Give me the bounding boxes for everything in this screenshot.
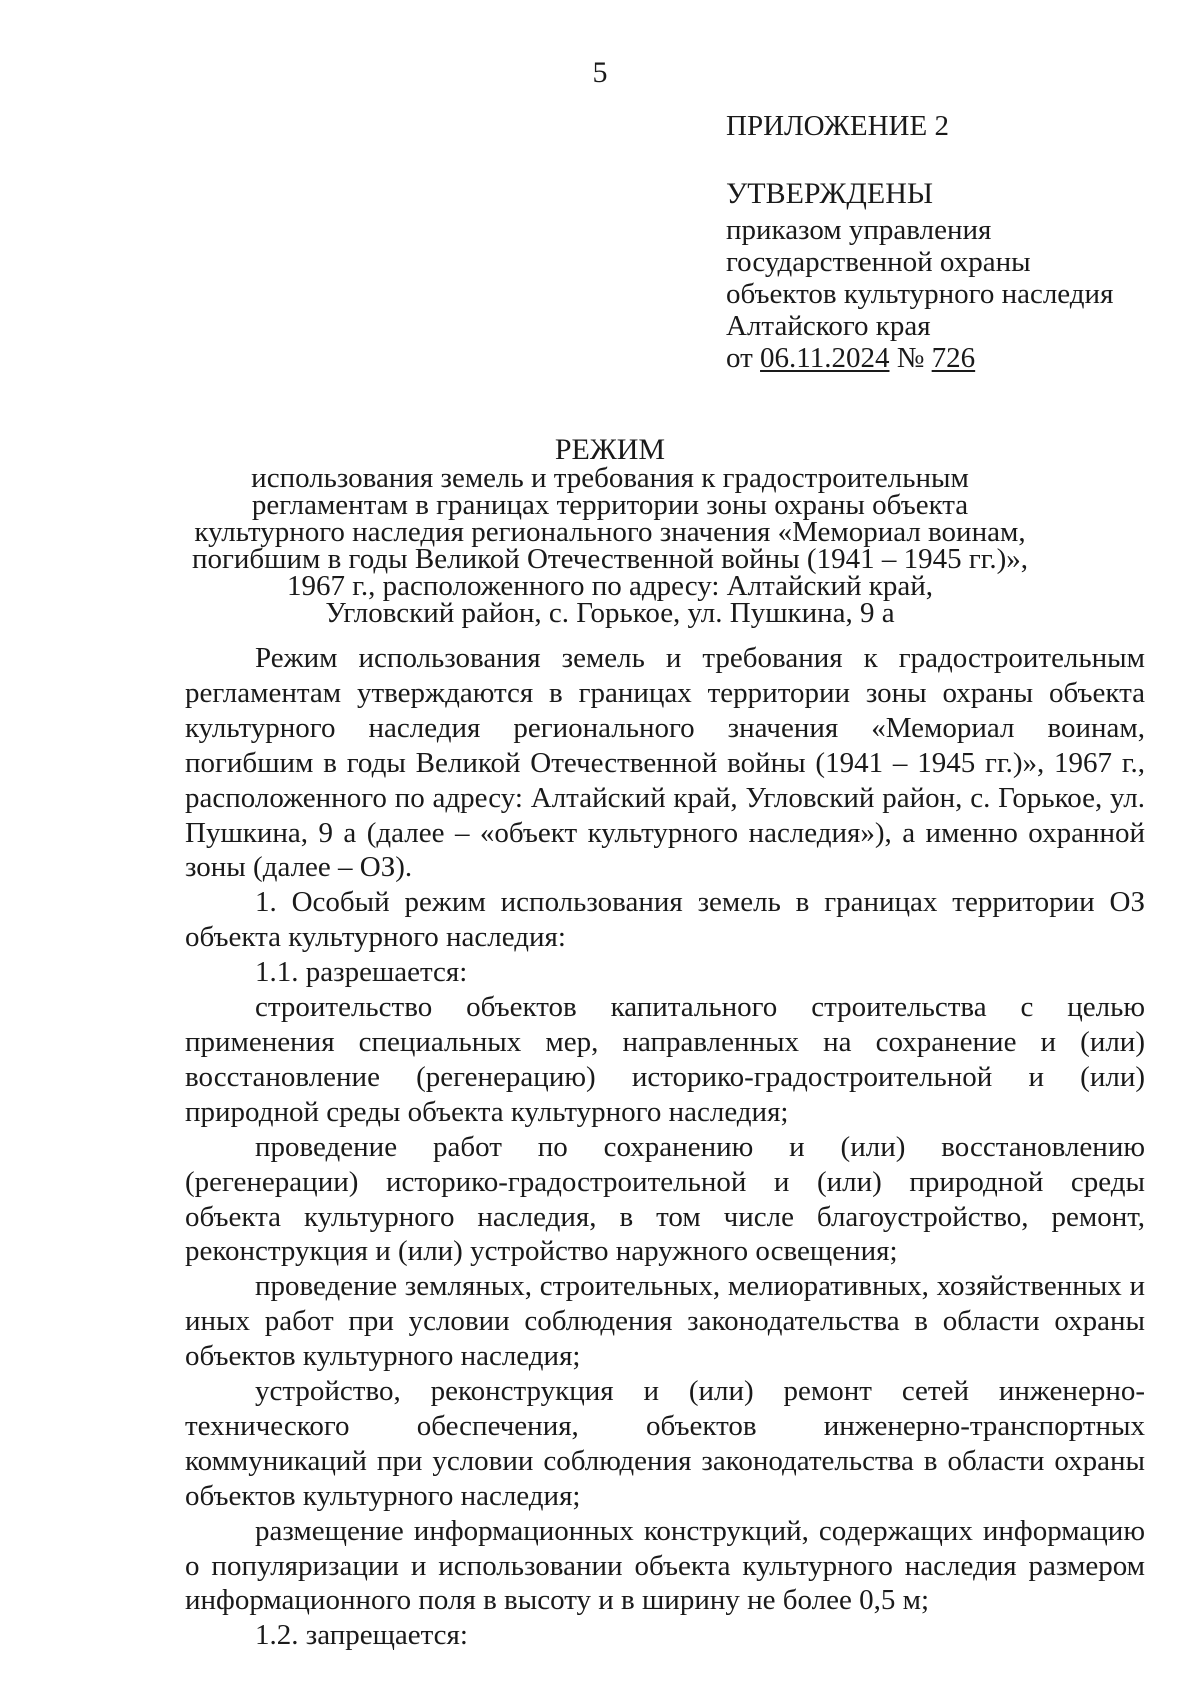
title-line: регламентам в границах территории зоны охраны объекта xyxy=(251,489,969,521)
approval-line: объектов культурного наследия xyxy=(726,278,1114,310)
paragraph: проведение земляных, строительных, мелиоративных, хозяйственных и иных работ при условии соблюдения законодательства в области охраны объектов культурного наследия; xyxy=(185,1270,1145,1373)
approval-line: государственной охраны xyxy=(726,246,1031,278)
order-date-line xyxy=(726,342,1166,374)
document-title: РЕЖИМ xyxy=(554,433,666,466)
date-prefix: от xyxy=(726,342,761,374)
paragraph: 1.2. запрещается: xyxy=(255,1619,468,1652)
paragraph: строительство объектов капитального строительства с целью применения специальных мер, направленных на сохранение и (или) восстановление (регенерацию) историко-градостроительной и (или) природной среды объекта культурного наследия; xyxy=(185,991,1145,1128)
body-text xyxy=(185,641,1145,1653)
paragraph: размещение информационных конструкций, содержащих информацию о популяризации и использовании объекта культурного наследия размером информационного поля в высоту и в ширину не более 0,5 м; xyxy=(185,1514,1145,1617)
title-block xyxy=(180,433,1040,629)
paragraph: устройство, реконструкция и (или) ремонт сетей инженерно-технического обеспечения, объектов инженерно-транспортных коммуникаций при условии соблюдения законодательства в области охраны объектов культурного наследия; xyxy=(185,1375,1145,1512)
paragraph: проведение работ по сохранению и (или) восстановлению (регенерации) историко-градостроительной и (или) природной среды объекта культурного наследия, в том числе благоустройство, ремонт, реконструкция и (или) устройство наружного освещения; xyxy=(185,1130,1145,1268)
title-line: использования земель и требования к градостроительным xyxy=(251,462,969,494)
approved-label: УТВЕРЖДЕНЫ xyxy=(726,177,934,210)
title-line: 1967 г., расположенного по адресу: Алтайский край, xyxy=(287,570,933,602)
paragraph: Режим использования земель и требования к градостроительным регламентам утверждаются в границах территории зоны охраны объекта культурного наследия регионального значения «Мемориал воинам, погибшим в годы Великой Отечественной войны (1941 – 1945 гг.)», 1967 г., расположенного по адресу: Алтайский край, Угловский район, с. Горькое, ул. Пушкина, 9 а (далее – «объект культурного наследия»), а именно охранной зоны (далее – ОЗ). xyxy=(185,642,1145,884)
appendix-label: ПРИЛОЖЕНИЕ 2 xyxy=(726,110,949,142)
approval-line: приказом управления xyxy=(726,214,992,246)
title-line: погибшим в годы Великой Отечественной войны (1941 – 1945 гг.)», xyxy=(191,543,1029,575)
order-date: 06.11.2024 xyxy=(760,342,890,374)
order-number: 726 xyxy=(931,342,976,374)
page-number: 5 xyxy=(592,56,608,89)
approval-line: Алтайского края xyxy=(726,310,931,342)
number-sign: № xyxy=(889,342,932,374)
title-line: Угловский район, с. Горькое, ул. Пушкина, 9 а xyxy=(325,597,895,629)
paragraph: 1. Особый режим использования земель в границах территории ОЗ объекта культурного наследия: xyxy=(185,886,1145,954)
title-line: культурного наследия регионального значения «Мемориал воинам, xyxy=(194,516,1026,548)
approval-block xyxy=(726,110,1166,374)
paragraph: 1.1. разрешается: xyxy=(255,956,468,989)
